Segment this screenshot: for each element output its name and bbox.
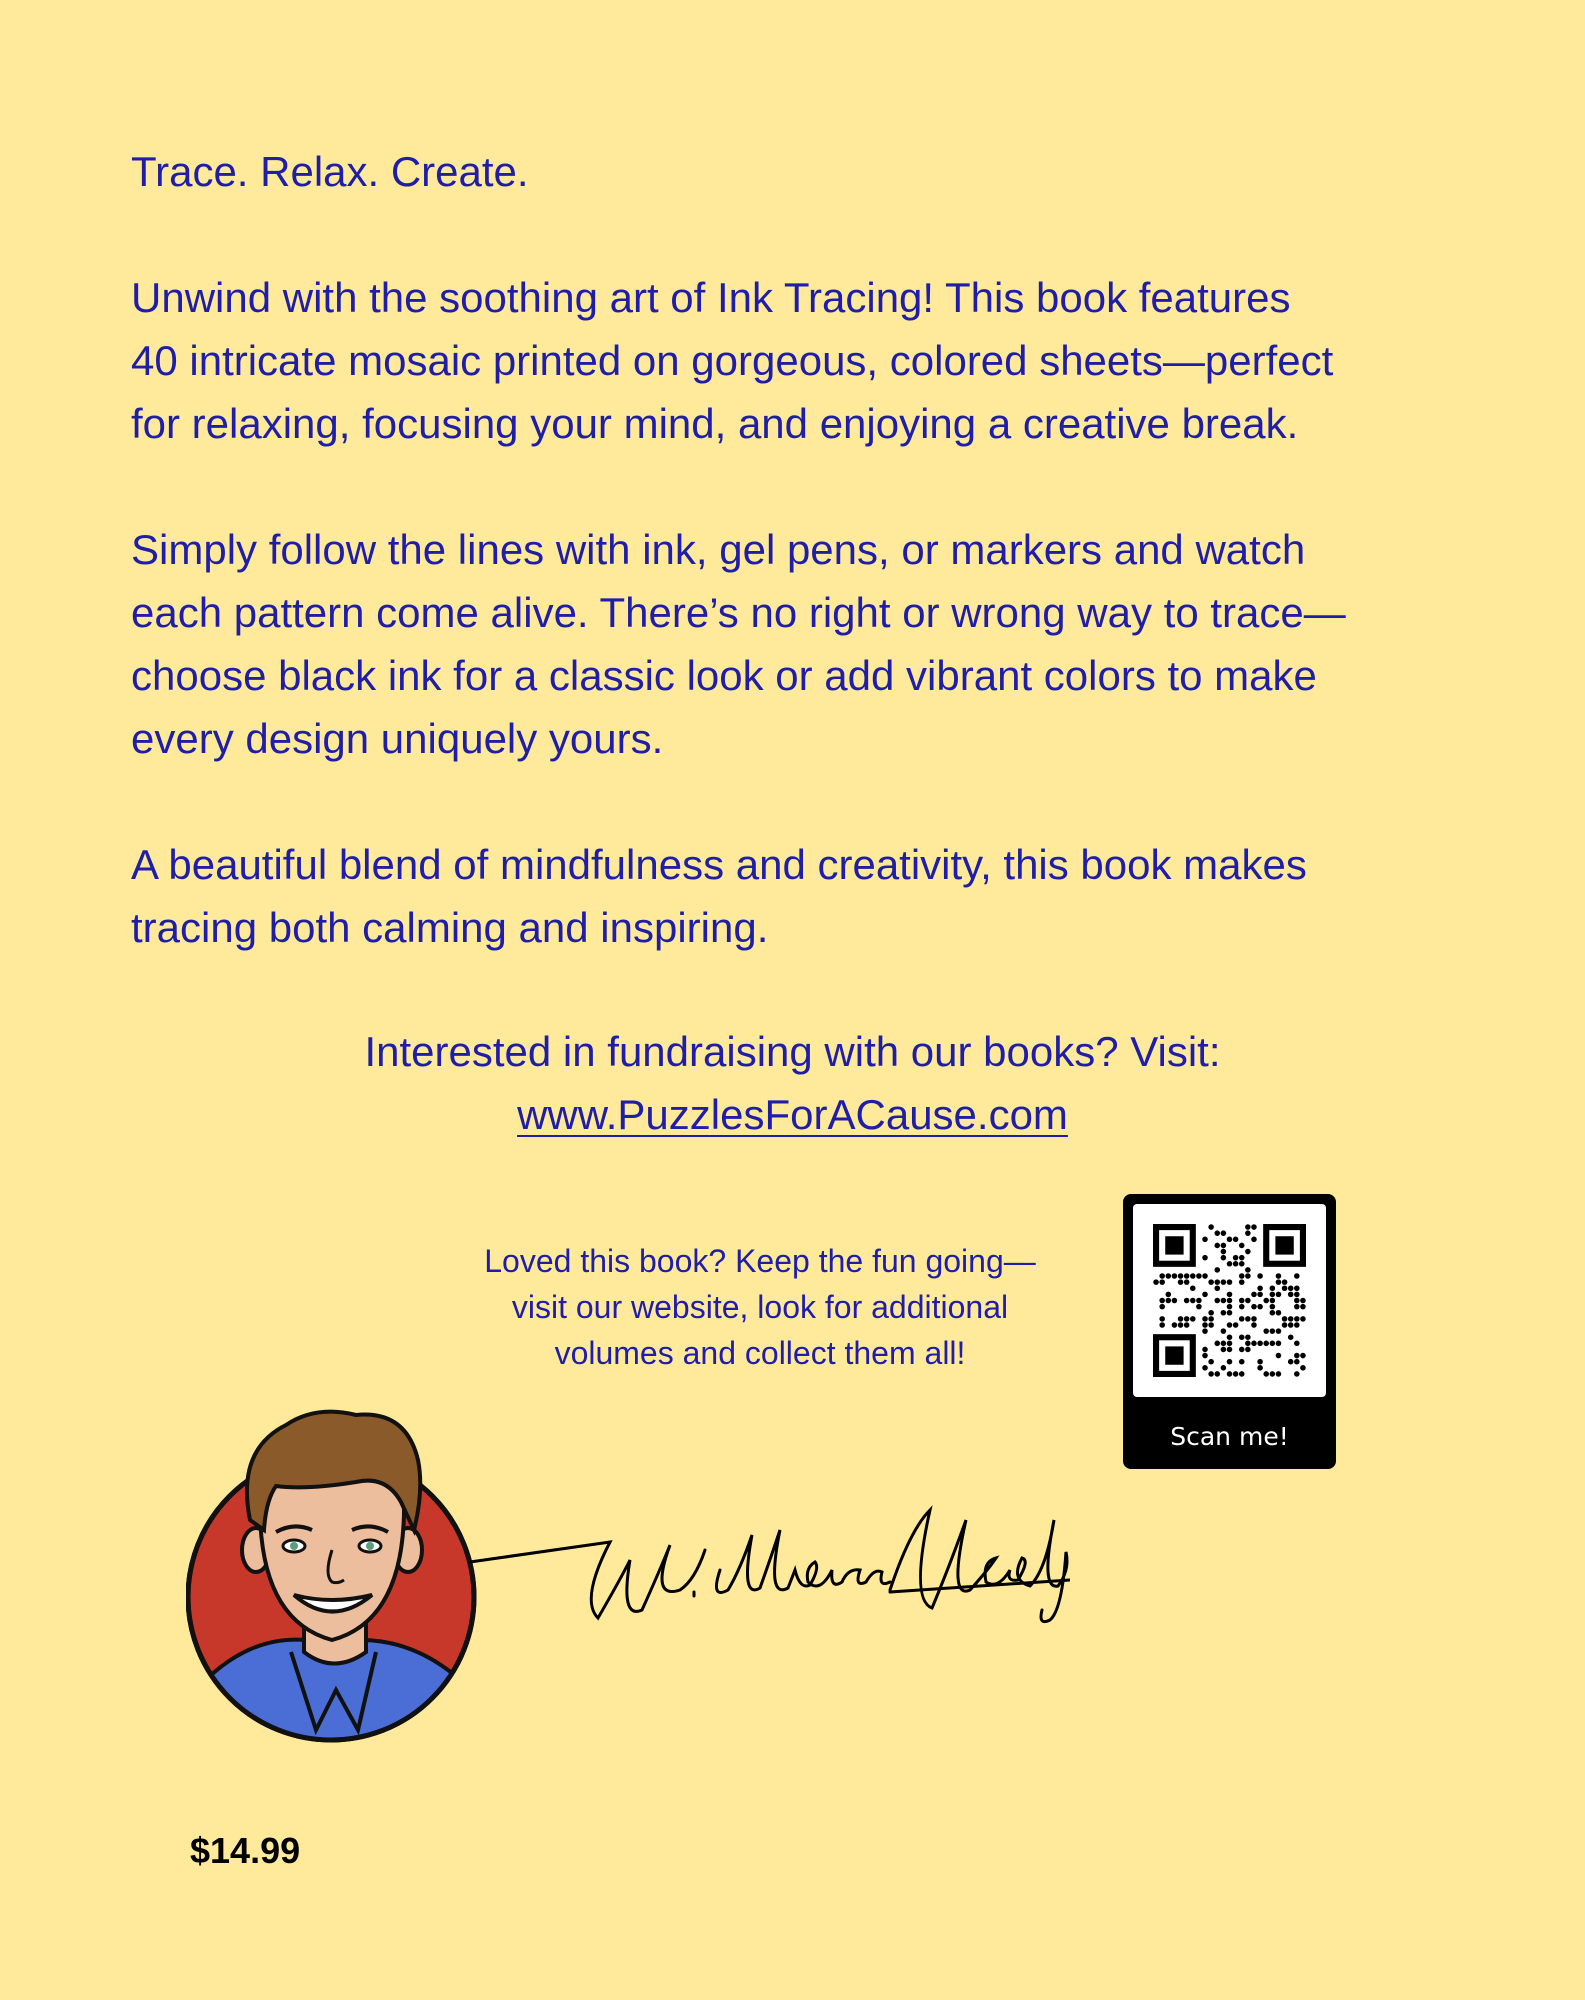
paragraph-intro: Unwind with the soothing art of Ink Tracing! This book features 40 intricate mosaic printed on gorgeous, colored sheets—perfect for relaxing, focusing your mind, and enjoying a creative break. [131,274,1334,447]
paragraph-instructions: Simply follow the lines with ink, gel pens, or markers and watch each pattern come alive. There’s no right or wrong way to trace— choose black ink for a classic look or add vibrant colors to make every design uniquely yours. [131,526,1346,762]
promo-text: Loved this book? Keep the fun going— visit our website, look for additional volumes and collect them all! [484,1243,1036,1371]
author-avatar [186,1390,486,1750]
price-label: $14.99 [190,1830,301,1871]
author-signature [470,1450,1070,1650]
description-block [131,140,1471,959]
qr-label: Scan me! [1170,1422,1289,1451]
qr-code[interactable] [1133,1204,1326,1397]
fundraising-section [0,1020,1585,1146]
qr-card[interactable] [1123,1194,1336,1469]
fundraising-prompt: Interested in fundraising with our books? Visit: [364,1028,1221,1075]
paragraph-summary: A beautiful blend of mindfulness and creativity, this book makes tracing both calming and inspiring. [131,841,1307,951]
tagline: Trace. Relax. Create. [131,148,529,195]
website-link[interactable]: www.PuzzlesForACause.com [517,1091,1068,1138]
qr-code-image [1133,1204,1326,1397]
